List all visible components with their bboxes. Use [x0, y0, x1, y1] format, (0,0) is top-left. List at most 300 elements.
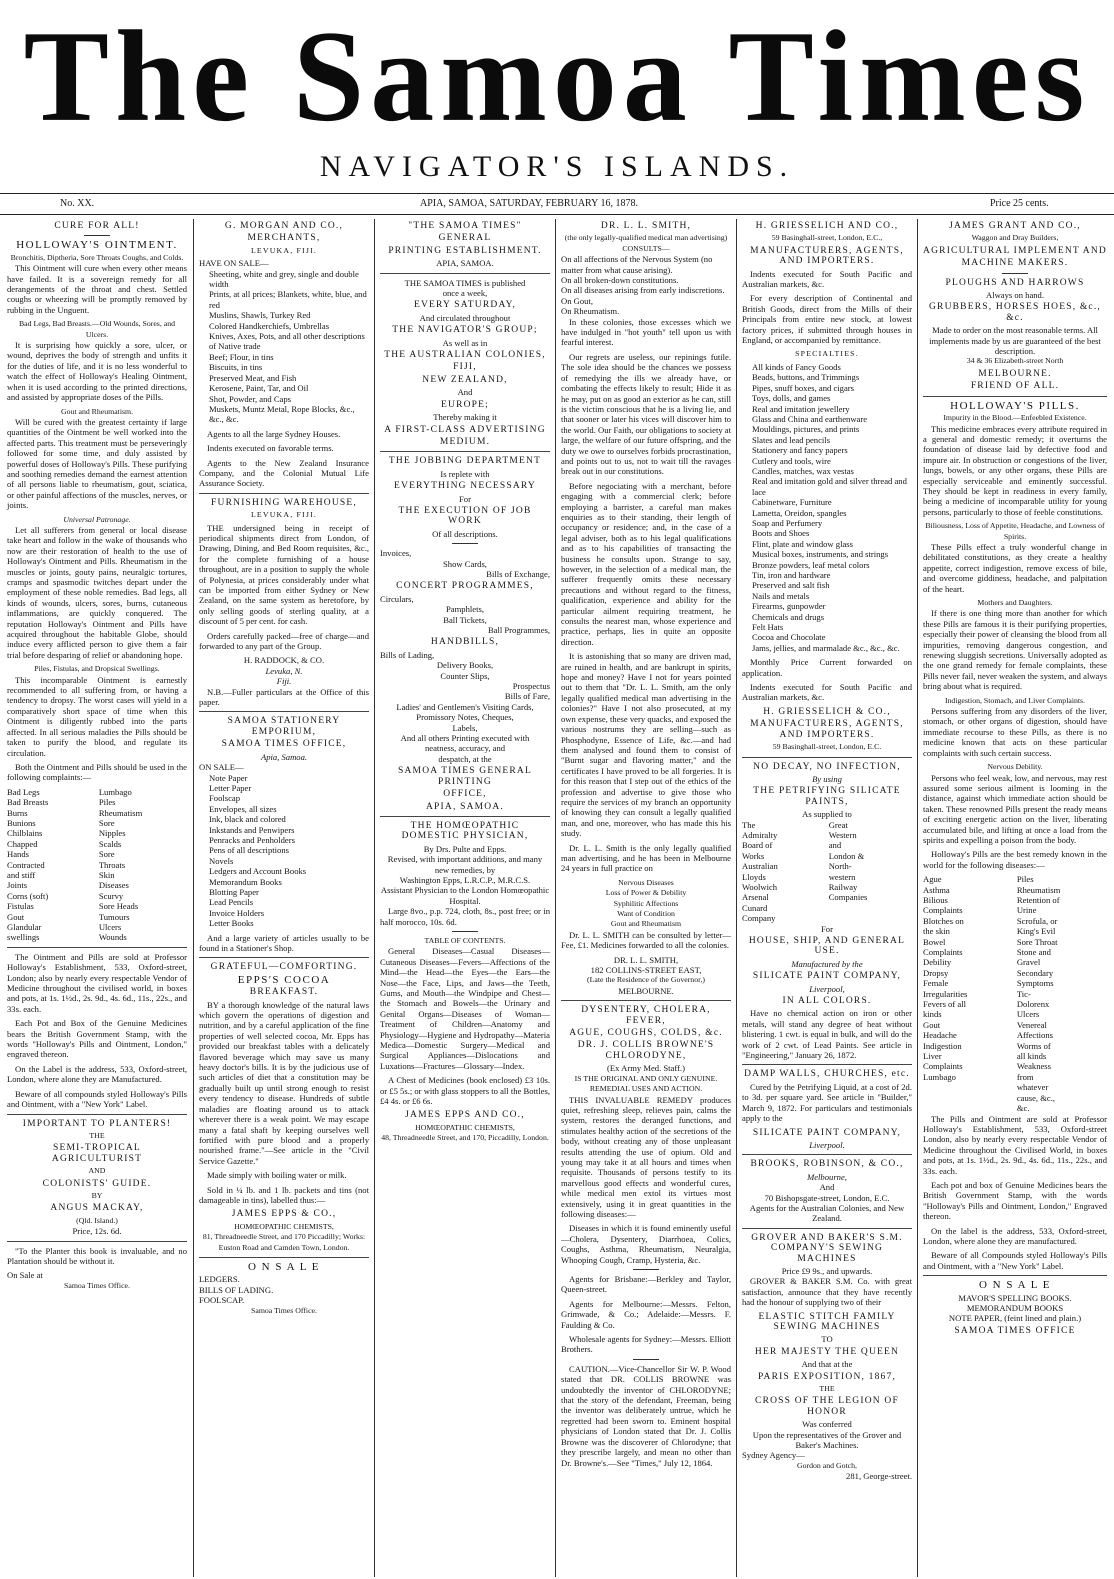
complaints-list	[7, 787, 187, 943]
list-item: Rheumatism	[1016, 884, 1061, 895]
list-item: Cocoa and Chocolate	[752, 632, 826, 643]
text: 59 Basinghall-street, London, E.C.	[772, 742, 882, 752]
list-item: Wounds	[98, 932, 127, 943]
top-rule	[0, 193, 1114, 194]
list-item: Bad Legs	[7, 786, 40, 797]
list-item: Penracks and Penholders	[209, 834, 295, 845]
list-item: Australian Lloyds	[742, 861, 778, 882]
column-rule	[193, 219, 194, 1577]
text: Gout and Rheumatism	[610, 919, 682, 929]
text: Washington Epps, L.R.C.P., M.R.C.S.	[399, 874, 531, 885]
list-item: Retention of Urine	[1016, 894, 1060, 916]
text: Thereby making it	[433, 412, 497, 423]
text: 81, Threadneedle Street, and 170 Piccadilly; Works: Euston Road and Camden Town, London.	[202, 1232, 366, 1252]
text: Upon the representatives of the Grover and Baker's Machines.	[752, 1429, 902, 1451]
divider	[84, 235, 110, 236]
paragraph: CAUTION.—Vice-Chancellor Sir W. P. Wood stated that DR. COLLIS BROWNE was undoubtedly the inventor of CHLORODYNE; that the story of the defendant, Freeman, being the inventor was deliberately untrue, which he regretted had been sworn to. Eminent hospital physicians of London stated that Dr. J. Collis Browne was the discoverer of Chlorodyne; that they prescribe largely, and mean no other than Dr. Browne's.—See "Times," July 12, 1864.	[561, 1363, 731, 1468]
divider	[7, 1241, 187, 1242]
text: As supplied to	[802, 809, 852, 820]
text: HOMŒOPATHIC CHEMISTS,	[415, 1122, 515, 1132]
subheading: Piles, Fistulas, and Dropsical Swellings.	[34, 664, 160, 674]
paragraph: If there is one thing more than another for which these Pills are famous it is their purifying properties, especially their power of cleansing the blood from all impurities, removing dangerous congestion, and renewing sluggish secretions. Universally adopted as the one grand remedy for female complaints, these Pills never fail, never weaken the system, and always bring about what is required.	[923, 608, 1107, 692]
text: PRINTING ESTABLISHMENT.	[388, 245, 542, 256]
book-author: ANGUS MACKAY,	[50, 1203, 144, 1214]
text: And all others Printing executed with	[400, 733, 530, 744]
divider	[923, 1275, 1107, 1276]
divider	[199, 711, 369, 712]
text: THE	[89, 1130, 105, 1140]
text: FIJI,	[453, 362, 477, 373]
list-item: Fevers of all kinds	[923, 999, 966, 1020]
paragraph: THE undersigned being in receipt of periodical shipments direct from London, of Drawing, Dining, and Bed Room requisites, &c., for the complete furnishing of a house throughout, are in a position to supply the whole of Polynesia, at prices considerably under what can be imported from either Sydney or New Zealand, on the same system as heretofore, by only selling goods of sterling quality, at a discount of 5 per cent. for cash.	[199, 522, 369, 627]
text: SAMOA TIMES OFFICE,	[221, 739, 347, 750]
list-item: Blotting Paper	[209, 886, 259, 897]
text: IN ALL COLORS.	[782, 996, 872, 1007]
text: Always on hand.	[986, 290, 1044, 301]
list-item: Burns	[7, 807, 28, 818]
text: PARIS EXPOSITION, 1867,	[757, 1371, 897, 1382]
text: Was conferred	[802, 1419, 852, 1430]
paragraph: Monthly Price Current forwarded on application.	[742, 657, 912, 678]
text: FOOLSCAP.	[199, 1295, 245, 1306]
list-item: Contracted and stiff Joints	[7, 859, 45, 891]
text: EVERYTHING NECESSARY	[394, 481, 536, 492]
paragraph: Persons who feel weak, low, and nervous, may rest assured some serious ailment is looming in the distance, against which immediate action should be taken. These renowned Pills present the ready means of exciting energetic action on the liver, liberating accumulated bile, and lifting at once a load from the spirits and expelling a poison from the body.	[923, 772, 1107, 845]
divider	[742, 1228, 912, 1229]
grover-baker-heading: GROVER AND BAKER'S S.M. COMPANY'S SEWING MACHINES	[751, 1232, 903, 1264]
printing-heading: "THE SAMOA TIMES"	[408, 221, 522, 231]
list-item: Letter Paper	[209, 782, 252, 793]
list-item: Secondary Symptoms	[1016, 967, 1054, 989]
list-item: Envelopes, all sizes	[209, 803, 277, 814]
text: AGRICULTURAL IMPLEMENT AND	[923, 245, 1107, 256]
list-item: Pens of all descriptions	[209, 845, 289, 856]
stationery-list	[209, 773, 369, 929]
text: GENERAL	[438, 233, 492, 244]
divider	[380, 273, 550, 274]
text: Labels,	[452, 722, 478, 733]
text: Prospectus	[512, 681, 550, 692]
text: MACHINE MAKERS.	[961, 258, 1069, 269]
text: HAVE ON SALE—	[199, 258, 269, 269]
text: Bills of Lading,	[380, 649, 435, 660]
list-item: Bowel Complaints	[923, 936, 963, 957]
paragraph: Made simply with boiling water or milk.	[207, 1170, 347, 1181]
paragraph: Both the Ointment and Pills should be used in the following complaints:—	[7, 761, 187, 783]
brooks-heading: BROOKS, ROBINSON, & CO.,	[750, 1159, 904, 1170]
list-item: Piles	[1016, 874, 1034, 885]
no-decay-heading: NO DECAY, NO INFECTION,	[753, 761, 901, 772]
divider	[7, 1114, 187, 1115]
masthead	[0, 0, 1114, 205]
homoeopathic-heading: THE HOMŒOPATHIC DOMESTIC PHYSICIAN,	[401, 820, 529, 842]
paragraph: Have no chemical action on iron or other metals, will stand any degree of heat without blistering. 1 cwt. is equal in bulk, and will do the work of 2 cwt. of Lead Paints. See article in "Engineering," January 26, 1872.	[742, 1008, 912, 1061]
list-item: Chemicals and drugs	[752, 611, 825, 622]
text: MELBOURNE.	[618, 985, 674, 996]
divider	[452, 543, 478, 544]
text: Ladies' and Gentlemen's Visiting Cards,	[396, 701, 534, 712]
list-item: Gout	[923, 1019, 941, 1030]
text: On Gout,	[561, 295, 593, 306]
text: HOUSE, SHIP, AND GENERAL USE.	[748, 936, 906, 957]
list-item: Piles	[98, 797, 116, 808]
text: SAMOA TIMES OFFICE	[954, 1325, 1076, 1336]
text: despatch, at the	[438, 753, 492, 764]
list-item: Tin, iron and hardware	[752, 570, 831, 580]
column-5	[739, 219, 915, 1577]
paragraph: Diseases in which it is found eminently useful—Cholera, Dysentery, Diarrhoea, Colics, Coughs, Asthma, Rheumatism, Neuralgia, Whooping Cough, Cramp, Hysteria, &c.	[561, 1223, 731, 1265]
text: GRUBBERS, HORSES HOES, &c., &c.	[928, 302, 1102, 323]
morgan-heading: G. MORGAN AND CO.,	[224, 221, 344, 231]
subheading: Gout and Rheumatism.	[60, 406, 134, 416]
list-item: Glass and China and earthenware	[752, 413, 868, 424]
chlorodyne-heading: DR. J. COLLIS BROWNE'S CHLORODYNE,	[577, 1040, 715, 1061]
list-item: Boots and Shoes	[752, 528, 810, 539]
list-item: Cunard Company	[742, 902, 776, 924]
divider	[561, 1000, 731, 1001]
list-item: Musical boxes, instruments, and strings	[752, 549, 889, 560]
text: NEW ZEALAND,	[422, 374, 508, 385]
text: PLOUGHS AND HARROWS	[945, 277, 1085, 288]
list-item: Foolscap	[209, 793, 241, 804]
divider	[452, 931, 478, 932]
list-item: Flint, plate and window glass	[752, 538, 853, 549]
paragraph: Holloway's Pills are the best remedy known in the world for the following diseases:—	[923, 849, 1107, 870]
list-item: Sore Throats	[98, 849, 126, 870]
text: For	[821, 923, 833, 934]
list-item: Cabinetware, Furniture	[752, 497, 832, 508]
text: Sydney Agency—	[742, 1450, 805, 1461]
paragraph: This medicine embraces every attribute required in a general and domestic remedy; it overturns the foundation of disease laid by defective food and impure air. In obstruction or congestions of the liver, lungs, bowels, or any other organs, these Pills are especially serviceable and eminently successful. They should be kept in readiness in every family, being a medicine of incomparable utility for young persons, particularly to those of feeble constitutions.	[923, 423, 1107, 517]
list-item: Chapped Hands	[7, 838, 38, 860]
text: On Rheumatism.	[561, 306, 620, 317]
list-item: Bronze powders, leaf metal colors	[752, 559, 870, 570]
paragraph: Agents for Melbourne:—Messrs. Felton, Grimwade, & Co.; Adelaide:—Messrs. F. Faulding & Co.	[561, 1298, 731, 1330]
divider	[380, 451, 550, 452]
text: OFFICE,	[443, 789, 487, 800]
list-item: Sheeting, white and grey, single and double width	[209, 268, 359, 290]
text: NOTE PAPER, (feint lined and plain.)	[948, 1313, 1082, 1324]
dateline	[0, 197, 1114, 213]
text: IS THE ORIGINAL AND ONLY GENUINE.	[574, 1073, 718, 1083]
text: TABLE OF CONTENTS.	[424, 935, 506, 945]
list-item: Chilblains	[7, 828, 43, 839]
list-item: Scalds	[98, 838, 122, 849]
text: JAMES EPPS AND CO.,	[405, 1110, 525, 1121]
text: (the only legally-qualified medical man advertising)	[564, 233, 728, 243]
emporium-heading: SAMOA STATIONERY EMPORIUM,	[227, 716, 341, 737]
column-4	[558, 219, 734, 1577]
text: Is replete with	[440, 468, 490, 479]
list-item: Firearms, gunpowder	[752, 601, 826, 612]
text: ON SALE—	[199, 762, 244, 773]
text: LEVUKA, FIJI.	[250, 245, 318, 255]
text: Liverpool,	[809, 983, 845, 994]
text: AGUE, COUGHS, COLDS, &c.	[569, 1028, 723, 1039]
list-item: Worms of all kinds	[1016, 1040, 1051, 1062]
text: THE NAVIGATOR'S GROUP;	[392, 325, 538, 336]
column-rule	[374, 219, 375, 1577]
paragraph: These Pills effect a truly wonderful change in debilitated constitutions, as they create a healthy appetite, correct indigestion, remove excess of bile, and overcome giddiness, headache, and palpitation of the heart.	[923, 541, 1107, 594]
paragraph: Will be cured with the greatest certainty if large quantities of the Ointment be well worked into the affected parts. This treatment must be perseveringly followed for some time, and duly assisted by powerful doses of Holloway's Pills. These purifying and soothing remedies demand the earnest attention of all persons liable to rheumatism, gout, sciatica, or other painful affections of the muscles, nerves, or joints.	[7, 416, 187, 511]
text: THE PETRIFYING SILICATE PAINTS,	[753, 786, 901, 807]
list-item: Fistulas	[7, 901, 34, 912]
text: BILLS OF LADING.	[199, 1284, 274, 1295]
paragraph: Our regrets are useless, our repinings futile. The sole idea should be the chances we possess of remedying the ills we already have, or combating the effects likely to result; Hide it as he may, put on as good an exterior as he can, still is the victim conscious that he is a living lie, and that sooner or later his vices will discover him to the world. Our Faith, our obligations to society at large, the welfare of our future offspring, and the duty we owe to ourselves forbids procrastination, and points out to us, not to wait till the ravages break out in our constitutions.	[561, 351, 731, 477]
paragraph: This Ointment will cure when every other means have failed. It is a sovereign remedy for all derangements of the throat and chest. Settled coughs or wheezing will be promptly removed by rubbing in the Unguent.	[7, 263, 187, 315]
list-item: Ague	[923, 874, 942, 885]
text: AND	[88, 1166, 106, 1176]
text: Counter Slips,	[440, 670, 490, 681]
list-item: Letter Books	[209, 918, 254, 929]
paragraph: BY a thorough knowledge of the natural laws which govern the operations of digestion and nutrition, and by a careful application of the fine properties of well selected cocoa, Mr. Epps has provided our breakfast tables with a delicately flavored beverage which may save us many heavy doctor's bills. It is by the judicious use of such articles of diet that a constitution may be gradually built up until strong enough to resist every tendency to disease. Hundreds of subtle maladies are floating around us to attack wherever there is a weak point. We may escape many a fatal shaft by keeping ourselves well fortified with pure blood and a properly nourished frame."—See article in the "Civil Service Gazette."	[199, 999, 369, 1166]
text: HANDBILLS,	[430, 637, 500, 648]
text: ELASTIC STITCH FAMILY SEWING MACHINES	[758, 1311, 896, 1332]
text: MERCHANTS,	[247, 233, 321, 244]
text: SPECIALTIES.	[795, 349, 859, 359]
list-item: Asthma	[923, 884, 950, 895]
list-item: Jams, jellies, and marmalade &c., &c., &c.	[752, 642, 900, 653]
list-item: Pipes, snuff boxes, and cigars	[752, 382, 854, 393]
text: MAVOR'S SPELLING BOOKS.	[958, 1292, 1072, 1303]
issue-number: No. XX.	[60, 198, 95, 209]
text: SILICATE PAINT COMPANY,	[752, 1127, 902, 1138]
text: HOMŒOPATHIC CHEMISTS,	[234, 1221, 334, 1231]
text: EUROPE;	[441, 399, 489, 410]
list-item: Nails and metals	[752, 590, 810, 601]
list-item: Ledgers and Account Books	[209, 866, 307, 877]
subheading: Universal Patronage.	[63, 514, 131, 524]
text: EVERY SATURDAY,	[413, 300, 517, 311]
list-item: Preserved Meat, and Fish	[209, 372, 297, 383]
text: Of all descriptions.	[432, 528, 498, 539]
list-item: Woolwich Arsenal	[742, 881, 778, 903]
text: SILICATE PAINT COMPANY,	[752, 971, 902, 982]
list-item: Scrofula, or King's Evil	[1016, 915, 1058, 937]
column-2	[196, 219, 372, 1577]
list-item: Skin Diseases	[98, 869, 129, 891]
text: By Drs. Pulte and Epps.	[423, 843, 507, 854]
text: Gordon and Gotch,	[797, 1460, 857, 1470]
text: JAMES EPPS & CO.,	[231, 1209, 337, 1220]
divider	[633, 1269, 659, 1270]
list-item: Toys, dolls, and games	[752, 393, 831, 404]
paragraph: This incomparable Ointment is earnestly recommended to all suffering from, or having a tendency to dropsy. The worst cases will yield in a comparatively short space of time when this Ointment is diligently rubbed into the parts affected. In all serious maladies the Pills should be taken to purify the blood, and regulate its circulation.	[7, 674, 187, 758]
list-item: Stone and Gravel	[1016, 947, 1051, 968]
list-item: Bad Breasts	[7, 797, 49, 808]
list-item: Corns (soft)	[7, 890, 49, 901]
list-item: Gout	[7, 911, 25, 922]
column-rule	[555, 219, 556, 1577]
text: And circulated throughout	[419, 312, 511, 323]
text: DYSENTERY, CHOLERA, FEVER,	[581, 1005, 711, 1026]
paragraph: Each pot and box of Genuine Medicines bears the British Government Stamp, with the words "Holloway's Pills and Ointment, London," Engraved thereon.	[923, 1179, 1107, 1222]
list-item: Beef; Flour, in tins	[209, 351, 274, 362]
paragraph: The Pills and Ointment are sold at Professor Holloway's Establishment, 533, Oxford-street London, also by nearly every respectable Vendor of Medicine throughout the Civilised World, in boxes and pots, at 1s. 1½d., 2s. 9d., 4s. 6d., 11s., 22s., and 33s. each.	[923, 1113, 1107, 1176]
list-item: Felt Hats	[752, 622, 784, 633]
text: Delivery Books,	[436, 660, 494, 671]
text: Liverpool.	[809, 1139, 845, 1150]
paragraph: The Ointment and Pills are sold at Professor Holloway's Establishment, 533, Oxford-street, London; also by nearly every respectable Vendor of Medicine throughout the civilised world, in boxes and pots, at 1s. 1½d., 2s. 9d., 4s. 6d., 11s., 22s., and 33s. each.	[7, 951, 187, 1014]
text: APIA, SAMOA.	[436, 258, 494, 269]
text: Made to order on the most reasonable terms. All implements made by us are guaranteed of the best description.	[929, 325, 1101, 357]
text: LEDGERS.	[199, 1274, 240, 1285]
paragraph: Each Pot and Box of the Genuine Medicines bears the British Government Stamp, with the words "Holloway's Pills and Ointment, London," engraved thereon.	[7, 1018, 187, 1060]
paragraph: On the Label is the address, 533, Oxford-street, London, where alone they are Manufactured.	[7, 1063, 187, 1085]
list-item: Ulcers	[1016, 1009, 1040, 1020]
paragraph: THIS INVALUABLE REMEDY produces quiet, refreshing sleep, relieves pain, calms the system, restores the deranged functions, and stimulates healthy action of the secretions of the body, without creating any of those unpleasant results attending the use of opium. Old and young may take it at all hours and times when requisite. Thousands of persons testify to its marvellous good effects and wonderful cures, while medical men extol its virtues most extensively, using it in great quantities in the following diseases:—	[561, 1094, 731, 1219]
text: CROSS OF THE LEGION OF HONOR	[755, 1396, 899, 1417]
divider	[199, 493, 369, 494]
list-item: Lumbago	[98, 786, 132, 797]
list-item: The Admiralty	[742, 819, 778, 840]
list-item: All kinds of Fancy Goods	[752, 361, 841, 372]
text: SAMOA TIMES GENERAL PRINTING	[398, 766, 532, 787]
list-item: Prints, at all prices; Blankets, white, blue, and red	[209, 289, 367, 310]
paragraph: Agents to all the large Sydney Houses.	[207, 428, 341, 439]
text: FRIEND OF ALL.	[970, 381, 1060, 392]
list-item: Note Paper	[209, 772, 248, 783]
text: THE EXECUTION OF JOB WORK	[398, 505, 532, 527]
subheading: Mothers and Daughters.	[977, 598, 1053, 607]
text: Agents for the Australian Colonies, and New Zealand.	[749, 1202, 905, 1224]
divider	[1002, 273, 1028, 274]
text: Melbourne,	[807, 1171, 847, 1182]
list-item: Inkstands and Penwipers	[209, 824, 295, 835]
list-item: Cutlery and tools, wire	[752, 455, 831, 466]
paragraph: Orders carefully packed—free of charge—and forwarded to any part of the Group.	[199, 630, 369, 652]
columns	[0, 219, 1114, 1579]
subheading: Bronchitis, Diptheria, Sore Throats Coughs, and Colds.	[10, 252, 184, 262]
paragraph: A Chest of Medicines (book enclosed) £3 10s. or £5 5s.; or with glass stoppers to all the Bottles, £4 4s. or £6 6s.	[380, 1075, 550, 1107]
divider	[742, 1064, 912, 1065]
planters-heading: IMPORTANT TO PLANTERS!	[22, 1118, 172, 1129]
paragraph: Wholesale agents for Sydney:—Messrs. Elliott Brothers.	[561, 1334, 731, 1355]
text: Waggon and Dray Builders,	[971, 233, 1059, 243]
text: 70 Bishopsgate-street, London, E.C.	[764, 1192, 890, 1203]
list-item: Muskets, Muntz Metal, Rope Blocks, &c., &c., &c.	[209, 403, 355, 425]
text: A FIRST-CLASS ADVERTISING	[384, 424, 546, 435]
list-item: Liver Complaints	[923, 1051, 963, 1072]
paragraph: And a large variety of articles usually to be found in a Stationer's Shop.	[199, 932, 369, 953]
paragraph: Sold in ¼ lb. and 1 lb. packets and tins (not damageable in tins), labelled thus:—	[199, 1184, 369, 1205]
holloway-ointment-title: HOLLOWAY'S OINTMENT.	[16, 239, 178, 252]
text: On Sale at	[7, 1270, 43, 1281]
paragraph: Cured by the Petrifying Liquid, at a cost of 2d. to 3d. per square yard. See article in "Builder," March 9, 1872. For particulars and testimonials apply to the	[742, 1081, 912, 1124]
column-rule	[917, 219, 918, 1577]
text: 182 COLLINS-STREET EAST,	[590, 965, 702, 976]
paragraph: Before negociating with a merchant, before engaging with a commercial clerk; before employing a barrister, a careful man makes enquiries as to their standing, their length of occupancy or residence; and, in the case of a legal adviser, both as to his legal qualifications and as to his capabilities of transacting the business he consults upon. Strange to say, however, in the selection of a medical man, the sufferer frequently omits these necessary precautions and without regard to the fitness, qualification, experience and ability for the particular ailment requiring treatment, he consults the nearest man, whose experience and practice, perhaps, lies in quite an opposite direction.	[561, 480, 731, 647]
subheading: Indigestion, Stomach, and Liver Complaints.	[944, 695, 1086, 705]
text: BY	[91, 1190, 103, 1200]
griesselich-heading: H. GRIESSELICH AND CO.,	[755, 221, 899, 231]
text: Promissory Notes, Cheques,	[416, 712, 514, 723]
text: On all diseases arising from early indiscretions.	[561, 285, 725, 296]
list-item: Female Irregularities	[923, 978, 968, 999]
paragraph: Indents executed for South Pacific and Australian markets, &c.	[742, 268, 912, 290]
list-item: Knives, Axes, Pots, and all other descriptions of Native trade	[209, 331, 365, 352]
divider	[742, 757, 912, 758]
list-item: Lumbago	[923, 1071, 956, 1082]
sale-list	[209, 269, 369, 425]
text: MANUFACTURERS, AGENTS, AND IMPORTERS.	[750, 245, 904, 267]
text: Apia, Samoa.	[260, 751, 308, 762]
text: 48, Threadneedle Street, and 170, Piccadilly, London.	[381, 1133, 549, 1143]
text: MEDIUM.	[439, 436, 491, 447]
list-item: Great Western and	[828, 819, 857, 851]
damp-walls-heading: DAMP WALLS, CHURCHES, etc.	[744, 1069, 910, 1080]
paragraph: Large 8vo., p.p. 724, cloth, 8s., post free; or in half morocco, 10s. 6d.	[380, 906, 550, 927]
text: As well as in	[442, 337, 488, 348]
list-item: Ulcers	[98, 922, 122, 932]
furnishing-heading: FURNISHING WAREHOUSE,	[211, 497, 357, 508]
list-item: Muslins, Shawls, Turkey Red	[209, 310, 311, 321]
list-item: Lead Pencils	[209, 897, 254, 908]
issue-date: APIA, SAMOA, SATURDAY, FEBRUARY 16, 1878.	[420, 198, 639, 209]
text: Price £9 9s., and upwards.	[781, 1265, 873, 1276]
list-item: Board of Works	[742, 840, 773, 861]
list-item: Companies	[828, 892, 868, 903]
text: Want of Condition	[617, 909, 675, 918]
list-item: Preserved and salt fish	[752, 580, 830, 591]
text: THE	[819, 1384, 835, 1394]
list-item: Shot, Powder, and Caps	[209, 393, 292, 404]
divider	[199, 957, 369, 958]
text: Assistant Physician to the London Homœopathic Hospital.	[380, 885, 550, 906]
text: Bills of Fare,	[504, 691, 550, 702]
list-item: Lametta, Oreidon, spangles	[752, 507, 847, 518]
text: DR. L. L. SMITH,	[613, 954, 679, 965]
paragraph: Beware of all compounds styled Holloway's Pills and Ointment, with a "New York" Label.	[7, 1088, 187, 1110]
divider	[380, 816, 550, 817]
divider	[7, 947, 187, 948]
list-item: Mouldings, pictures, and prints	[752, 424, 860, 435]
paragraph: Indents executed on favorable terms.	[207, 443, 334, 454]
text: On all affections of the Nervous System (no matter from what cause arising).	[561, 254, 713, 275]
list-item: Indigestion	[923, 1040, 962, 1051]
text: Invoices,	[380, 548, 412, 559]
text: H. RADDOCK, & CO.	[243, 655, 325, 666]
book-title: SEMI-TROPICAL AGRICULTURIST	[51, 1143, 143, 1164]
list-item: Bunions	[7, 817, 36, 828]
paragraph: Persons suffering from any disorders of the liver, stomach, or other organs of digestion, should have immediate recourse to these Pills, as there is no medicine known that acts on these particular complaints with such certain success.	[923, 706, 1107, 758]
text: Bills of Exchange,	[486, 568, 550, 579]
list-item: Blotches on the skin	[923, 915, 964, 937]
text: APIA, SAMOA.	[425, 801, 504, 812]
paragraph: "To the Planter this book is invaluable, and no Plantation should be without it.	[7, 1245, 187, 1266]
epps-cocoa-heading: EPPS'S COCOA	[237, 973, 331, 986]
suppliers-list	[742, 820, 912, 924]
smith-heading: DR. L. L. SMITH,	[600, 221, 692, 231]
list-item: Sore Throat	[1016, 936, 1058, 947]
text: Samoa Times Office.	[64, 1280, 130, 1290]
text: H. GRIESSELICH & CO.,	[763, 706, 891, 717]
list-item: Rheumatism	[98, 807, 143, 818]
paragraph: In these colonies, those excesses which we have indulged in "hot youth" tell upon us with fearful interest.	[561, 316, 731, 348]
list-item: Invoice Holders	[209, 907, 265, 918]
book-title: COLONISTS' GUIDE.	[42, 1178, 152, 1189]
paragraph: Agents for Brisbane:—Berkley and Taylor, Queen-street.	[561, 1274, 731, 1295]
list-item: Bilious Complaints	[923, 894, 963, 916]
list-item: Dropsy	[923, 967, 949, 978]
text: Samoa Times Office.	[251, 1305, 317, 1315]
text: And	[457, 387, 473, 398]
book-price: Price, 12s. 6d.	[72, 1226, 122, 1237]
list-item: Debility	[923, 957, 952, 968]
subheading: Nervous Debility.	[987, 762, 1043, 772]
paragraph: Agents to the New Zealand Insurance Company, and the Colonial Mutual Life Assurance Society.	[199, 457, 369, 489]
diseases-list	[923, 874, 1107, 1113]
